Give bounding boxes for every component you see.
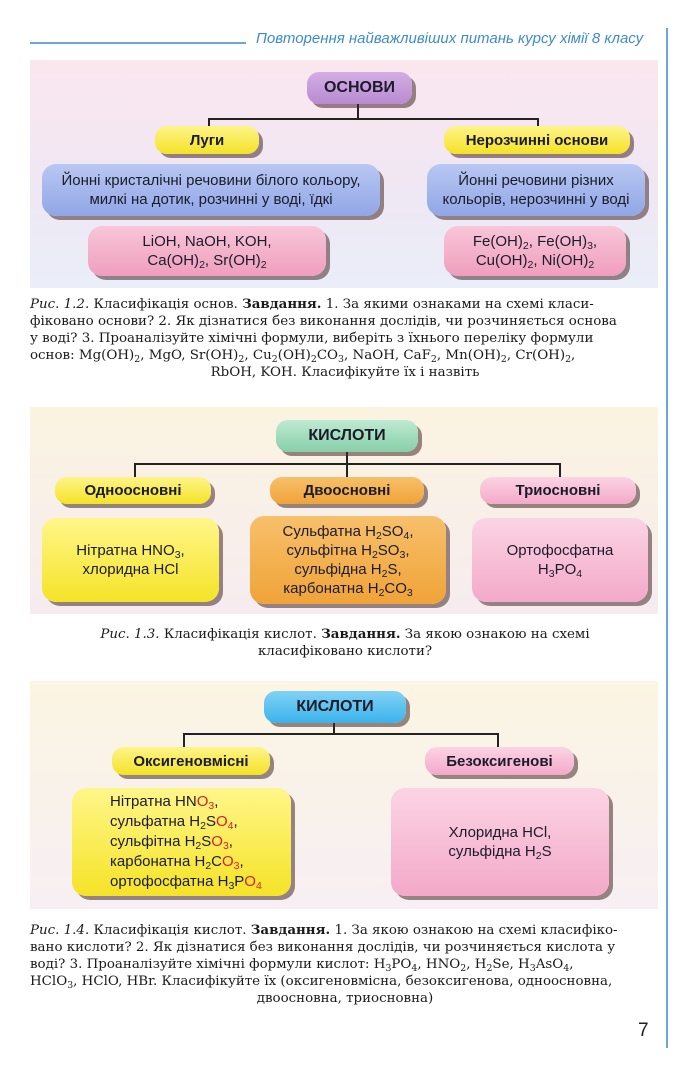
formula-line: сульфатна $H_2SO_4$, [110, 813, 238, 832]
dibasic-title-box: Двоосновні [270, 477, 424, 504]
acids-root-box-2: КИСЛОТИ [264, 691, 406, 723]
insoluble-description-line: кольорів, нерозчинні у воді [442, 191, 630, 208]
connector [183, 733, 185, 747]
alkalis-title-box: Луги [155, 126, 259, 154]
tribasic-acids-box [472, 518, 648, 602]
figure-caption-1-3: Рис. 1.3. Класифікація кислот. Завдання. За якою ознакою на схемі класифіковано кислоти? [100, 626, 590, 659]
bases-root-box: ОСНОВИ [307, 72, 412, 104]
insoluble-description-line: Йонні речовини різних [458, 172, 614, 189]
connector [183, 733, 499, 735]
formula-line: сульфідна $H_2S$, [294, 561, 402, 580]
formula-line: $Fe(OH)_2$, $Fe(OH)_3$, [472, 233, 598, 252]
connector [497, 733, 499, 747]
alkalis-description-line: милкі на дотик, розчинні у воді, їдкі [89, 191, 333, 208]
formula-line: ортофосфатна $H_3PO_4$ [110, 873, 262, 892]
formula-line: карбонатна $H_2CO_3$ [283, 580, 413, 599]
connector [134, 463, 136, 477]
formula-line: Нітратна $HNO_3$, [110, 793, 219, 812]
oxygen-free-acids-box [391, 788, 609, 896]
connector [357, 102, 359, 118]
figure-caption-1-4: Рис. 1.4. Класифікація кислот. Завдання. 1. За якою ознакою на схемі класифіко- вано кислоти? 2. Як дізнатися без виконання дослідів, чи розчиняється кислота у воді? 3. Проаналізуйте хімічні формули кислот: $H_3PO_4$, $HNO_2$, $H_2Se$, $H_3AsO_4$, HClO$_3$, HClO, HBr. Класифікуйте їх (оксигеновмісна, безоксигенова, одноосновна, двоосновна, триосновна) [30, 922, 618, 1006]
alkalis-formulas-box [88, 226, 326, 276]
insoluble-bases-title-box: Нерозчинні основи [444, 126, 630, 154]
formula-line: Нітратна $HNO_3$, [76, 542, 185, 561]
formula-line: сульфідна $H_2S$ [448, 843, 552, 862]
monobasic-title-box: Одноосновні [55, 477, 211, 504]
oxygen-free-acids-title-box: Безоксигенові [425, 747, 574, 775]
running-header: Повторення найважливіших питань курсу хімії 8 класу [256, 30, 644, 47]
formula-line: $Ca(OH)_2$, $Sr(OH)_2$ [147, 252, 267, 271]
formula-line: Ортофосфатна [506, 542, 614, 559]
tribasic-title-box: Триосновні [480, 477, 636, 504]
monobasic-acids-box [42, 518, 219, 602]
connector [346, 463, 348, 477]
formula-line: $Cu(OH)_2$, $Ni(OH)_2$ [475, 252, 595, 271]
formula-line: $H_3PO_4$ [537, 561, 583, 580]
header-rule [30, 42, 246, 44]
alkalis-description-line: Йонні кристалічні речовини білого кольору, [61, 172, 361, 189]
formula-line: LiOH, NaOH, KOH, [142, 233, 272, 250]
acids-root-box: КИСЛОТИ [276, 420, 418, 452]
connector [559, 463, 561, 477]
formula-line: хлоридна HCl [82, 561, 179, 578]
formula-line: Хлоридна HCl, [448, 824, 552, 841]
oxygen-acids-box [72, 788, 291, 896]
formula-line: карбонатна $H_2CO_3$, [110, 853, 244, 872]
page-number: 7 [638, 1020, 649, 1041]
formula-line: Сульфатна $H_2SO_4$, [282, 523, 414, 542]
formula-line: сульфітна $H_2SO_3$, [286, 542, 410, 561]
oxygen-acids-title-box: Оксигеновмісні [112, 747, 270, 775]
connector [208, 118, 539, 120]
figure-caption-1-2: Рис. 1.2. Класифікація основ. Завдання. 1. За якими ознаками на схемі класи- фіковано основи? 2. Як дізнатися без виконання дослідів, чи розчиняється основа у воді? 3. Проаналізуйте хімічні формули, виберіть з їхнього переліку формули основ: $Mg(OH)_2$, MgO, $Sr(OH)_2$, $Cu_2(OH)_2CO_3$, NaOH, CaF$_2$, $Mn(OH)_2$, $Cr(OH)_2$, RbOH, KOH. Класифікуйте їх і назвіть [30, 296, 617, 380]
formula-line: сульфітна $H_2SO_3$, [110, 833, 233, 852]
connector [346, 450, 348, 464]
insoluble-description-box [427, 164, 645, 216]
dibasic-acids-box [250, 516, 446, 604]
insoluble-formulas-box [444, 226, 626, 276]
alkalis-description-box [42, 164, 380, 216]
margin-rule [666, 28, 668, 1048]
